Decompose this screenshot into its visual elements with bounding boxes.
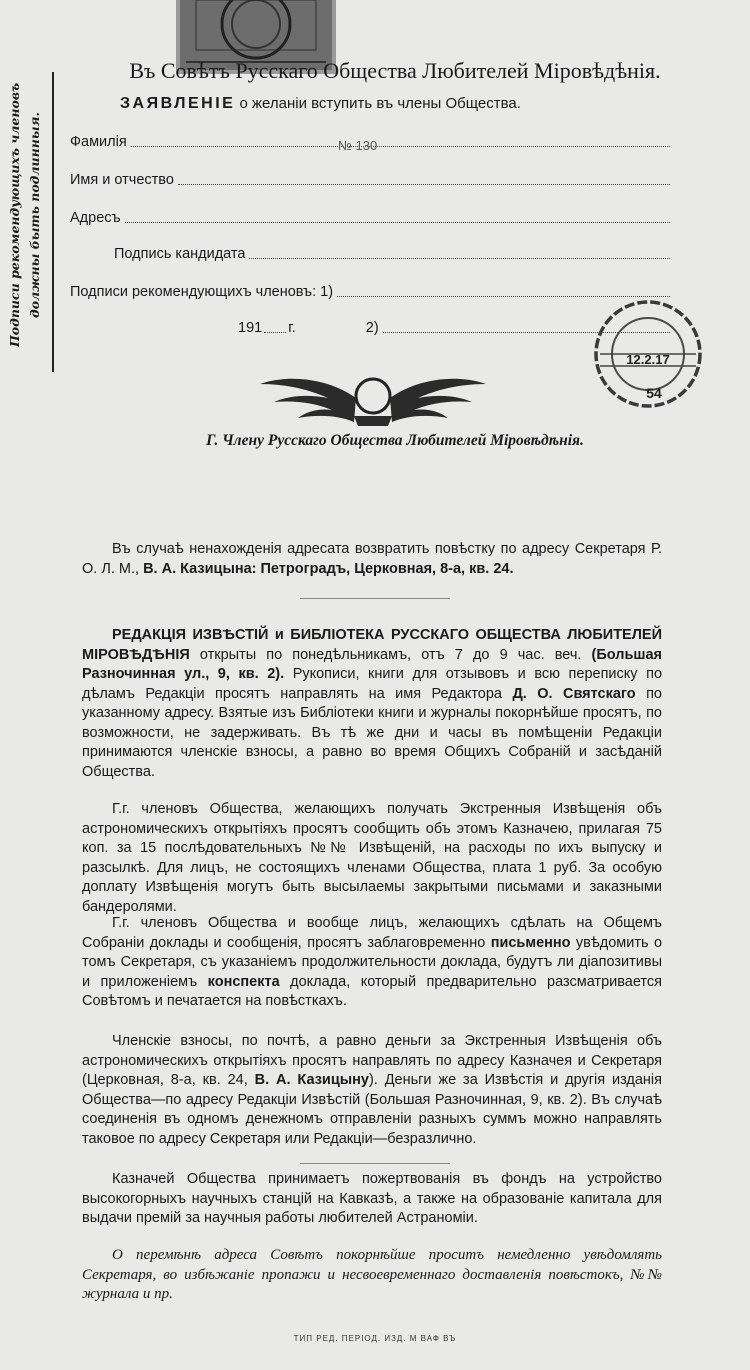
candidate-signature-label: Подпись кандидата bbox=[114, 246, 246, 262]
editorial-hours: открыты по понедѣльникамъ, отъ 7 до 9 час. веч. bbox=[199, 646, 582, 663]
dues-paragraph bbox=[82, 1032, 662, 1149]
surname-line bbox=[131, 145, 670, 147]
postmark-number: 54 bbox=[646, 385, 662, 401]
name-label: Имя и отчество bbox=[70, 172, 174, 188]
editorial-paragraph bbox=[82, 626, 662, 782]
reports-bold-1: письменно bbox=[490, 934, 571, 951]
sidebar-note-text: Подписи рекомендующихъ членовъ должны быть подлинныя. bbox=[7, 82, 42, 348]
address-label: Адресъ bbox=[70, 210, 121, 226]
application-text: о желаніи вступить въ члены Общества. bbox=[239, 95, 521, 112]
divider bbox=[300, 1163, 450, 1164]
address-field[interactable] bbox=[70, 210, 670, 226]
recommender-2-label: 2) bbox=[365, 320, 379, 336]
surname-number: № 130 bbox=[338, 138, 378, 153]
recommenders-label: Подписи рекомендующихъ членовъ: 1) bbox=[70, 284, 334, 300]
treasurer-name: В. А. Казицыну bbox=[254, 1072, 369, 1088]
dues-text-2: ). Деньги же за Извѣстія и другія изданія Общества—по адресу Редакціи Извѣстій (Большая Разночинная, 9, кв. 2). Въ случаѣ соединенія въ одномъ денежномъ отправленіи разныхъ суммъ можно направлять таковое по адресу Секретаря или Редакціи—безразлично. bbox=[82, 1072, 663, 1147]
recommenders-field[interactable] bbox=[70, 284, 670, 300]
year-prefix: 191 bbox=[238, 320, 263, 336]
page-title: Въ Совѣтъ Русскаго Общества Любителей Міровѣдѣнія. bbox=[129, 58, 661, 83]
reports-text-1: Г.г. членовъ Общества и вообще лицъ, желающихъ сдѣлать на Общемъ Собраніи доклады и сообщенія, просятъ заблаговременно bbox=[82, 915, 662, 951]
editorial-text-1: Рукописи, книги для отзывовъ и всю переписку по дѣламъ Редакціи просятъ направлять на имя Редактора bbox=[82, 666, 663, 702]
application-word: ЗАЯВЛЕНІЕ bbox=[120, 95, 236, 112]
return-notice bbox=[82, 540, 662, 579]
editorial-address: (Большая Разночинная ул., 9, кв. 2). bbox=[82, 646, 662, 682]
name-field[interactable] bbox=[70, 172, 670, 188]
postmark-stamp bbox=[588, 294, 708, 414]
address-change-notice: О перемѣнѣ адреса Совѣтъ покорнѣйше проситъ немедленно увѣдомлять Секретаря, во избѣжаніе пропажи и несвоевременнаго доставленія повѣстокъ, №№ журнала и пр. bbox=[82, 1247, 662, 1302]
reports-text-2: увѣдомить о томъ Секретаря, съ указаніемъ продолжительности доклада, будутъ ли діапозитивы и приложеніемъ bbox=[82, 934, 663, 990]
candidate-signature-field[interactable] bbox=[114, 246, 670, 262]
donations-paragraph: Казначей Общества принимаетъ пожертвованія въ фондъ на устройство высокогорныхъ научныхъ станцій на Кавказѣ, а также на образованіе капитала для выдачи премій за научныя работы любителей Астраноміи. bbox=[82, 1171, 662, 1226]
return-notice-text: Въ случаѣ ненахожденія адресата возвратить повѣстку по адресу Секретаря Р. О. Л. М., bbox=[82, 541, 662, 577]
reports-paragraph bbox=[82, 914, 662, 1012]
candidate-signature-line bbox=[249, 257, 670, 259]
editorial-text-2: по указанному адресу. Взятые изъ Библіотеки книги и журналы покорнѣйше просятъ, по возможности, не задерживать. Въ тѣ же дни и часы въ помѣщеніи Редакціи принимаются членскіе взносы, а равно во время Общихъ Собраній и засѣданій Общества. bbox=[82, 685, 662, 780]
dues-text-1: Членскіе взносы, по почтѣ, а равно деньги за Экстренныя Извѣщенія объ астрономическихъ открытіяхъ просятъ направлять по адресу Казначея и Секретаря (Церковная, 8-а, кв. 24, bbox=[82, 1033, 662, 1088]
postmark-date: 12.2.17 bbox=[626, 352, 670, 367]
member-address-line: Г. Члену Русскаго Общества Любителей Міровѣдѣнія. bbox=[206, 432, 584, 449]
year-suffix: г. bbox=[288, 320, 296, 336]
address-line bbox=[125, 221, 670, 223]
application-line bbox=[120, 95, 720, 113]
sidebar-note bbox=[5, 80, 49, 350]
divider bbox=[300, 598, 450, 599]
editorial-heading: РЕДАКЦІЯ ИЗВѢСТІЙ и БИБЛІОТЕКА РУССКАГО ОБЩЕСТВА ЛЮБИТЕЛЕЙ МІРОВѢДѢНІЯ bbox=[82, 627, 662, 663]
sidebar-rule bbox=[52, 72, 54, 372]
reports-bold-2: конспекта bbox=[207, 973, 280, 990]
surname-label: Фамилія bbox=[70, 134, 127, 150]
return-notice-address: В. А. Казицына: Петроградъ, Церковная, 8-а, кв. 24. bbox=[143, 560, 514, 577]
name-line bbox=[178, 183, 670, 185]
bulletins-paragraph: Г.г. членовъ Общества, желающихъ получать Экстренныя Извѣщенія объ астрономическихъ открытіяхъ просятъ сообщить объ этомъ Казначею, прилагая 75 коп. за 15 послѣдовательныхъ №№ Извѣщеній, на расходы по ихъ выпуску и разсылкѣ. Для лицъ, не состоящихъ членами Общества, плата 1 руб. За особую доплату Извѣщенія могутъ быть высылаемы закрытыми письмами и заказными бандеролями. bbox=[82, 801, 662, 915]
editor-name: Д. О. Святскаго bbox=[512, 685, 636, 702]
reports-text-3: доклада, который предварительно разсматривается Совѣтомъ и печатается на повѣсткахъ. bbox=[82, 973, 663, 1009]
printer-imprint: ТИП РЕД. ПЕРІОД. ИЗД. М ВАФ ВЪ bbox=[293, 1334, 457, 1343]
